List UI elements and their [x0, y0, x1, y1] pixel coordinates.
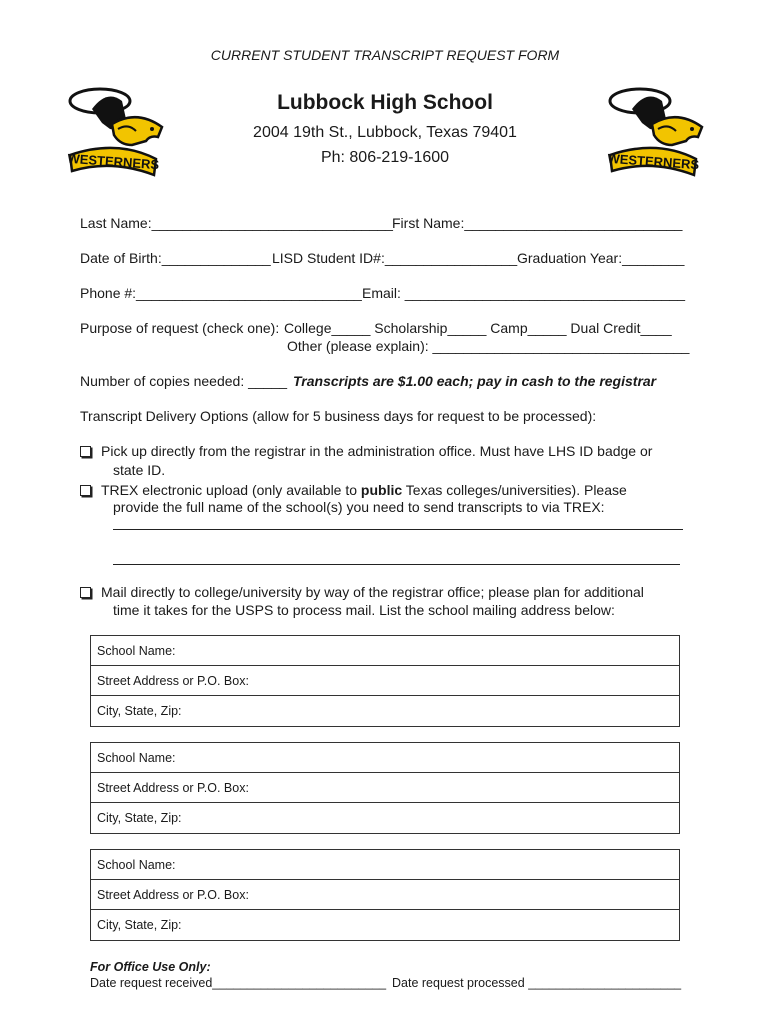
- street-address-field[interactable]: Street Address or P.O. Box:: [91, 880, 679, 910]
- checkbox-pickup[interactable]: [80, 446, 91, 457]
- school-name: Lubbock High School: [277, 91, 493, 114]
- trex-option-bold: public: [360, 482, 403, 498]
- date-received-field[interactable]: Date request received_________________________: [90, 976, 387, 990]
- trex-school-line-2[interactable]: [113, 564, 680, 565]
- school-phone: Ph: 806-219-1600: [320, 149, 450, 166]
- form-title: CURRENT STUDENT TRANSCRIPT REQUEST FORM: [210, 47, 560, 63]
- date-processed-field[interactable]: Date request processed ______________________: [392, 976, 682, 990]
- pickup-option-text: Pick up directly from the registrar in the administration office. Must have LHS ID badge or: [101, 443, 653, 459]
- checkbox-trex[interactable]: [80, 485, 91, 496]
- phone-field[interactable]: Phone #:_____________________________: [80, 285, 362, 301]
- address-box-3: [90, 849, 680, 941]
- purpose-other-field[interactable]: Other (please explain): _________________________________: [287, 338, 690, 354]
- address-box-2: [90, 742, 680, 834]
- mail-option[interactable]: [80, 584, 644, 600]
- trex-option-pre: TREX electronic upload (only available to: [101, 482, 361, 498]
- purpose-options[interactable]: College_____ Scholarship_____ Camp_____ Dual Credit____: [284, 320, 672, 336]
- city-state-zip-field[interactable]: City, State, Zip:: [97, 704, 182, 718]
- delivery-heading: Transcript Delivery Options (allow for 5 business days for request to be processed):: [80, 408, 597, 424]
- lisd-id-field[interactable]: LISD Student ID#:_________________: [272, 250, 518, 266]
- logo-text-right: WESTERNERS: [607, 150, 700, 173]
- school-name-field[interactable]: School Name:: [91, 850, 679, 880]
- copies-field[interactable]: Number of copies needed: _____: [80, 373, 288, 389]
- email-field[interactable]: Email: ____________________________________: [362, 285, 686, 301]
- grad-year-field[interactable]: Graduation Year:________: [517, 250, 685, 266]
- pickup-option[interactable]: [80, 443, 652, 459]
- city-state-zip-field[interactable]: City, State, Zip:: [97, 918, 182, 932]
- trex-option-line2: provide the full name of the school(s) you need to send transcripts to via TREX:: [113, 499, 605, 515]
- copies-note: Transcripts are $1.00 each; pay in cash to the registrar: [293, 373, 657, 389]
- address-box-1: [90, 635, 680, 727]
- dob-field[interactable]: Date of Birth:______________: [80, 250, 271, 266]
- trex-school-line-1[interactable]: [113, 529, 683, 530]
- purpose-label: Purpose of request (check one):: [80, 320, 280, 336]
- school-address: 2004 19th St., Lubbock, Texas 79401: [253, 124, 517, 141]
- checkbox-mail[interactable]: [80, 587, 91, 598]
- office-use-title: For Office Use Only:: [90, 960, 211, 974]
- school-name-field[interactable]: School Name:: [91, 636, 679, 666]
- city-state-zip-field[interactable]: City, State, Zip:: [97, 811, 182, 825]
- street-address-field[interactable]: Street Address or P.O. Box:: [91, 666, 679, 696]
- trex-option[interactable]: [80, 482, 627, 498]
- logo-text-left: WESTERNERS: [67, 150, 160, 173]
- mail-option-text: Mail directly to college/university by way of the registrar office; please plan for additional: [101, 584, 644, 600]
- trex-option-post: Texas colleges/universities). Please: [402, 482, 627, 498]
- pickup-option-line2: state ID.: [113, 462, 166, 478]
- school-name-field[interactable]: School Name:: [91, 743, 679, 773]
- last-name-field[interactable]: Last Name:_______________________________: [80, 215, 393, 231]
- mail-option-line2: time it takes for the USPS to process mail. List the school mailing address below:: [113, 602, 615, 618]
- first-name-field[interactable]: First Name:____________________________: [392, 215, 683, 231]
- street-address-field[interactable]: Street Address or P.O. Box:: [91, 773, 679, 803]
